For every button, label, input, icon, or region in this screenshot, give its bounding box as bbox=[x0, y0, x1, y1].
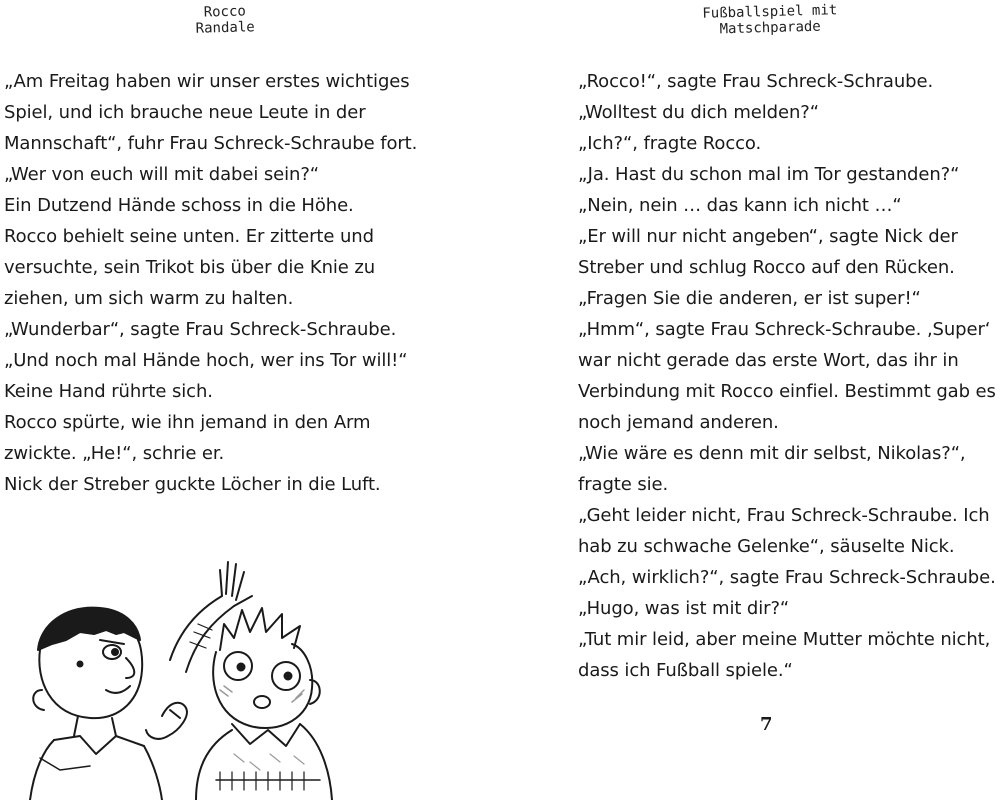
boy-rocco-figure bbox=[170, 562, 332, 800]
text-line: noch jemand anderen. bbox=[578, 412, 779, 433]
text-line: Nick der Streber guckte Löcher in die Luft. bbox=[4, 474, 381, 495]
text-line: „Ja. Hast du schon mal im Tor gestanden?“ bbox=[578, 164, 960, 185]
running-head-left-line: Rocco bbox=[203, 3, 247, 21]
text-line: „Er will nur nicht angeben“, sagte Nick der bbox=[578, 226, 958, 247]
text-line: Verbindung mit Rocco einfiel. Bestimmt gab es bbox=[578, 381, 996, 402]
text-line: „Wolltest du dich melden?“ bbox=[578, 102, 819, 123]
running-head-left bbox=[170, 3, 281, 38]
text-line: „Wer von euch will mit dabei sein?“ bbox=[4, 164, 320, 185]
text-line: „Ach, wirklich?“, sagte Frau Schreck-Schraube. bbox=[578, 567, 996, 588]
text-line: „Geht leider nicht, Frau Schreck-Schraube. Ich bbox=[578, 505, 990, 526]
text-line: „Am Freitag haben wir unser erstes wichtiges bbox=[4, 71, 410, 92]
text-line: „Nein, nein … das kann ich nicht …“ bbox=[578, 195, 902, 216]
text-line: Streber und schlug Rocco auf den Rücken. bbox=[578, 257, 955, 278]
running-head-left-line: Randale bbox=[195, 19, 255, 37]
text-line: „Ich?“, fragte Rocco. bbox=[578, 133, 762, 154]
text-line: „Und noch mal Hände hoch, wer ins Tor will!“ bbox=[4, 350, 408, 371]
left-page-text bbox=[4, 66, 444, 500]
page-number: 7 bbox=[760, 714, 773, 735]
text-line: „Rocco!“, sagte Frau Schreck-Schraube. bbox=[578, 71, 934, 92]
running-head-right bbox=[690, 2, 851, 38]
text-line: „Hmm“, sagte Frau Schreck-Schraube. ‚Super‘ bbox=[578, 319, 991, 340]
text-line: „Wie wäre es denn mit dir selbst, Nikolas?“, bbox=[578, 443, 966, 464]
text-line: Mannschaft“, fuhr Frau Schreck-Schraube fort. bbox=[4, 133, 418, 154]
text-line: Rocco behielt seine unten. Er zitterte und bbox=[4, 226, 374, 247]
text-line: Spiel, und ich brauche neue Leute in der bbox=[4, 102, 366, 123]
text-line: dass ich Fußball spiele.“ bbox=[578, 660, 793, 681]
text-line: „Tut mir leid, aber meine Mutter möchte nicht, bbox=[578, 629, 991, 650]
right-page-text bbox=[578, 66, 998, 686]
text-line: „Wunderbar“, sagte Frau Schreck-Schraube. bbox=[4, 319, 397, 340]
text-line: fragte sie. bbox=[578, 474, 669, 495]
text-line: versuchte, sein Trikot bis über die Knie zu bbox=[4, 257, 376, 278]
text-line: Rocco spürte, wie ihn jemand in den Arm bbox=[4, 412, 371, 433]
text-line: „Fragen Sie die anderen, er ist super!“ bbox=[578, 288, 921, 309]
text-line: zwickte. „He!“, schrie er. bbox=[4, 443, 225, 464]
text-line: ziehen, um sich warm zu halten. bbox=[4, 288, 294, 309]
text-line: hab zu schwache Gelenke“, säuselte Nick. bbox=[578, 536, 955, 557]
text-line: Ein Dutzend Hände schoss in die Höhe. bbox=[4, 195, 354, 216]
running-head-right-line: Fußballspiel mit bbox=[702, 2, 838, 22]
boy-nick-figure bbox=[30, 608, 187, 800]
text-line: Keine Hand rührte sich. bbox=[4, 381, 213, 402]
illustration-two-boys bbox=[20, 540, 390, 800]
running-head-right-line: Matschparade bbox=[719, 18, 821, 38]
text-line: „Hugo, was ist mit dir?“ bbox=[578, 598, 790, 619]
text-line: war nicht gerade das erste Wort, das ihr in bbox=[578, 350, 959, 371]
